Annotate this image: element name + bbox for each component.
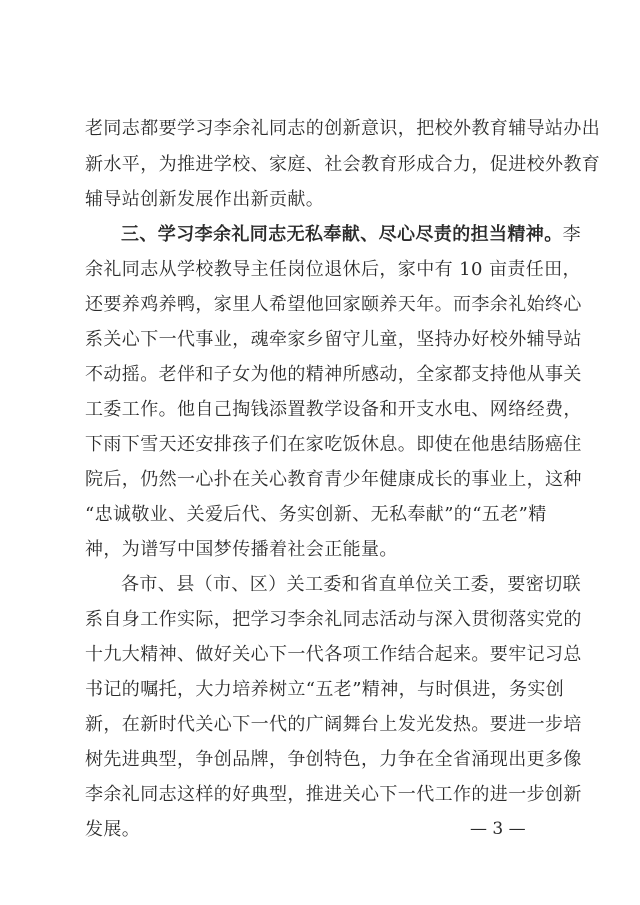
paragraph-line: 神，为谱写中国梦传播着社会正能量。: [85, 539, 398, 560]
paragraph-line: 李余礼同志这样的好典型，推进关心下一代工作的进一步创新: [85, 784, 582, 805]
paragraph-line: 院后，仍然一心扑在关心教育青少年健康成长的事业上，这种: [85, 469, 582, 490]
page-number: — 3 —: [470, 819, 526, 839]
paragraph-line: 新，在新时代关心下一代的广阔舞台上发光发热。要进一步培: [85, 714, 582, 735]
paragraph-line: 树先进典型，争创品牌，争创特色，力争在全省涌现出更多像: [85, 749, 582, 770]
paragraph-line: 老同志都要学习李余礼同志的创新意识，把校外教育辅导站办出: [85, 118, 601, 139]
paragraph-line: 系自身工作实际，把学习李余礼同志活动与深入贯彻落实党的: [85, 609, 582, 630]
paragraph-line: 发展。: [85, 819, 141, 840]
paragraph-line: 还要养鸡养鸭，家里人希望他回家颐养天年。而李余礼始终心: [85, 294, 582, 315]
section-heading: 三、学习李余礼同志无私奉献、尽心尽责的担当精神。: [121, 224, 563, 245]
paragraph-line: 书记的嘱托，大力培养树立“五老”精神，与时俱进，务实创: [85, 679, 565, 700]
paragraph-line: 系关心下一代事业，魂牵家乡留守儿童，坚持办好校外辅导站: [85, 329, 582, 350]
paragraph-line: 不动摇。老伴和子女为他的精神所感动，全家都支持他从事关: [85, 364, 582, 385]
paragraph-line: 工委工作。他自己掏钱添置教学设备和开支水电、网络经费，: [85, 399, 582, 420]
paragraph-line: 余礼同志从学校教导主任岗位退休后，家中有 10 亩责任田，: [85, 259, 581, 280]
paragraph-first-line: 各市、县（市、区）关工委和省直单位关工委，要密切联: [121, 574, 581, 595]
paragraph-line: 十九大精神、做好关心下一代各项工作结合起来。要牢记习总: [85, 644, 582, 665]
heading-line-rest: 李: [562, 224, 582, 245]
paragraph-line: “忠诚敬业、关爱后代、务实创新、无私奉献”的“五老”精: [85, 504, 547, 525]
paragraph-line: 下雨下雪天还安排孩子们在家吃饭休息。即使在他患结肠癌住: [85, 434, 582, 455]
paragraph-line: 辅导站创新发展作出新贡献。: [85, 189, 325, 210]
paragraph-line: 新水平，为推进学校、家庭、社会教育形成合力，促进校外教育: [85, 154, 601, 175]
section-heading-line: [121, 223, 582, 247]
